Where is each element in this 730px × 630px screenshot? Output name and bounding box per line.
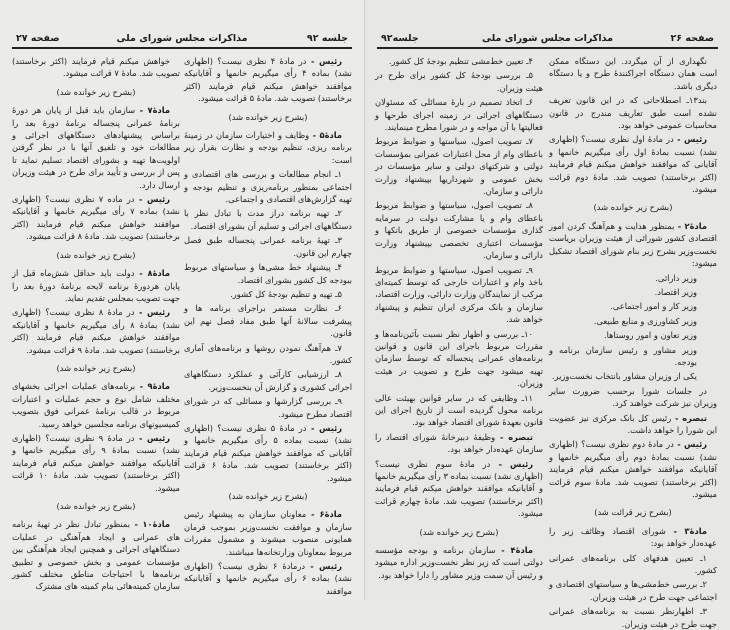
text-column-right bbox=[549, 55, 717, 629]
paragraph bbox=[12, 104, 180, 191]
paragraph-text: ۵ـ بررسی بودجهٔ کل کشور برای طرح در هیئت وزیران. bbox=[375, 70, 543, 93]
paragraph bbox=[184, 395, 352, 420]
paragraph-text: سازمان برنامه و بودجه مؤسسه دولتی است که زیر نظر نخست‌وزیر اداره میشود و رئیس آن سمت وزیر مشاور را دارا خواهد بود. bbox=[375, 545, 543, 580]
paragraph bbox=[375, 458, 543, 520]
paragraph bbox=[12, 267, 180, 304]
paragraph bbox=[184, 422, 352, 484]
paragraph-text: ۶ـ اتخاذ تصمیم در بارهٔ مسائلی که مسئولان دستگاههای اجرائی در زمینه اجرای طرحها و فعالیتها با آن مواجه و در شورا مطرح مینمایند. bbox=[375, 97, 543, 133]
page-header bbox=[12, 33, 352, 49]
paragraph-text: (بشرح زیر خوانده شد) bbox=[56, 501, 136, 511]
paragraph bbox=[12, 306, 180, 356]
paragraph-lead: مادهٔ۵ - bbox=[309, 130, 342, 141]
paragraph-text: ۵ـ تهیه و تنظیم بودجهٔ کل کشور. bbox=[230, 288, 342, 299]
paragraph-text: ۷ـ تصویب اصول، سیاستها و ضوابط مربوط باعطای وام از محل اعتبارات عمرانی بمؤسسات دولتی و شرکتهای دولتی و سایر مؤسسات در بخش عمومی و شهرداریها بپیشنهاد وزارت دارائی و سازمان. bbox=[375, 136, 543, 197]
paragraph-text: وظیفهٔ دبیرخانهٔ شورای اقتصاد را سازمان عهده‌دار خواهد بود. bbox=[375, 431, 543, 455]
paragraph-text: ۳ـ اظهارنظر نسبت به برنامه‌های عمرانی جهت طرح در هیئت وزیران. bbox=[549, 606, 717, 629]
paragraph-lead: مادهٔ۷ - bbox=[135, 105, 170, 116]
text-column-left bbox=[12, 55, 181, 592]
paragraph bbox=[549, 329, 717, 341]
paragraph-text: (بشرح زیر خوانده شد) bbox=[593, 202, 673, 213]
paragraph-text: در جلسات شورا برحسب ضرورت سایر وزیران نیز شرکت خواهند کرد. bbox=[549, 385, 717, 409]
paragraph-text: در مادهٔ ۹ نظری نیست؟ (اظهاری نشد) نسبت بمادهٔ ۹ رأی میگیریم خانمها و آقایانیکه موافقند خواهش میکنم قیام فرمایند (اکثر برخاستند) تصویب شد. مادهٔ ۱۰ قرائت میشود. bbox=[12, 432, 181, 493]
paragraph-text: در مادهٔ سوم نظری نیست؟ (اظهاری نشد) نسبت بماده ۳ رأی میگیریم خانمها و آقایانیکه موافقند خواهش میکنم قیام فرمایند (اکثر برخاستند) تصویب شد. مادهٔ چهارم قرائت میشود. bbox=[375, 458, 543, 519]
paragraph-text: در ماده ۷ نظری نیست؟ (اظهاری نشد) بماده ۷ رأی میگیریم خانمها و آقایانیکه موافقند خواهش میکنم قیام فرمایند (اکثر برخاستند) تصویب شد. مادهٔ ۸ قرائت میشود. bbox=[12, 194, 180, 242]
paragraph-text: یکی از وزیران مشاور بانتخاب نخست‌وزیر. bbox=[551, 371, 697, 382]
paragraph bbox=[549, 286, 717, 298]
paragraph-lead: مادهٔ۱۰ - bbox=[130, 519, 170, 530]
publication-title: مذاکرات مجلس شورای ملی bbox=[482, 33, 613, 44]
paragraph bbox=[184, 261, 352, 286]
paragraph-text: بمنظور هدایت و هم‌آهنگ کردن امور اقتصادی کشور شورائی از هیئت وزیران بریاست نخست‌وزیر بشرح زیر بنام شورای اقتصاد تشکیل میشود: bbox=[549, 220, 717, 269]
paragraph-text: ۹ـ بررسی گزارشها و مسائلی که در شورای اقتصاد مطرح میشود. bbox=[184, 396, 352, 419]
paragraph-text: در مادهٔ ۴ نظری نیست؟ (اظهاری نشد) بماده ۴ رأی میگیریم خانمها و آقایانیکه موافقند خواهش میکنم قیام فرمایند (اکثر برخاستند) تصویب شد. مادهٔ ۵ قرائت میشود. bbox=[184, 56, 352, 104]
paragraph bbox=[549, 55, 717, 92]
paragraph-lead: رئیس - bbox=[306, 422, 342, 433]
paragraph-text: در مادهٔ ۵ نظری نیست؟ (اظهاری نشد) نسبت بماده ۵ رأی میگیریم خانمها و آقایانی که موافقند خواهش میکنم قیام فرمایند (اکثر برخاستند) تصویب شد. مادهٔ ۶ قرائت میشود. bbox=[184, 422, 352, 483]
paragraph-lead: تبصره - bbox=[495, 431, 533, 442]
paragraph-lead: مادهٔ۳ - bbox=[665, 525, 707, 536]
paragraph bbox=[12, 432, 180, 494]
paragraph-text: (بشرح زیر خوانده شد) bbox=[56, 86, 136, 97]
paragraph-lead: رئیس - bbox=[305, 561, 342, 572]
paragraph bbox=[184, 168, 352, 205]
paragraph-lead: رئیس - bbox=[673, 134, 707, 145]
paragraph bbox=[549, 412, 717, 437]
paragraph-text: ۲ـ بررسی خط‌مشی‌ها و سیاستهای اقتصادی و اجتماعی جهت طرح در هیئت وزیران. bbox=[549, 579, 717, 602]
paragraph-text: برنامه‌های عملیات اجرائی بخشهای مختلف شامل نوع و حجم عملیات و اعتبارات مربوط در قالب برنامهٔ عمرانی فوق بتصویب کمیسیونهای برنامه مجلسین خواهد رسید. bbox=[12, 381, 180, 429]
paragraph-text: در مادهٔ دوم نظری نیست؟ (اظهاری نشد) نسبت بمادهٔ دوم رأی میگیریم خانمها و آقایانیکه موافقند خواهش میکنم قیام فرمایند (اکثر برخاستند) تصویب شد. مادهٔ سوم قرائت میشود. bbox=[549, 439, 717, 499]
paragraph bbox=[549, 438, 717, 500]
paragraph-text: (بشرح زیر قرائت شد) bbox=[594, 507, 672, 518]
paragraph-text: معاونان سازمان به پیشنهاد رئیس سازمان و موافقت نخست‌وزیر بموجب فرمان همایونی منصوب میشوند و مشمول مقررات مربوط بمعاونان وزارتخانه‌ها میباشند. bbox=[184, 509, 352, 557]
paragraph bbox=[549, 300, 717, 312]
paragraph bbox=[549, 605, 717, 630]
reading-note bbox=[12, 362, 180, 374]
paragraph-lead: رئیس - bbox=[134, 432, 170, 443]
paragraph-text: بمنظور تبادل نظر در تهیهٔ برنامه های عمرانی و ایجاد هم‌آهنگی در عملیات دستگاههای اجرائی و همچنین ایجاد هم‌آهنگی بین مؤسسات عمومی و بخش خصوصی و تطبیق برنامه‌ها با احتیاجات مناطق مختلف کشور سازمان کمیته‌هائی بنام کمیته های مشترک bbox=[12, 519, 180, 592]
paragraph-text: ۷ـ هم‌آهنگ نمودن روشها و برنامه‌های آماری کشور. bbox=[184, 342, 352, 365]
paragraph-text: وزیر اقتصاد. bbox=[654, 286, 697, 297]
paragraph-text: ۶ـ نظارت مستمر براجرای برنامه ها و پیشرفت سالانهٔ آنها طبق مفاد فصل نهم این قانون. bbox=[184, 303, 352, 339]
reading-note bbox=[12, 500, 180, 512]
paragraph-text: ۲ـ تهیه برنامه دراز مدت با تبادل نظر با دستگاههای اجرائی و تسلیم آن بشورای اقتصاد. bbox=[184, 208, 352, 231]
paragraph bbox=[549, 272, 717, 284]
paragraph bbox=[375, 431, 543, 456]
paragraph bbox=[549, 94, 717, 131]
paragraph-lead: تبصره - bbox=[671, 412, 707, 423]
paragraph bbox=[184, 234, 352, 259]
paragraph bbox=[549, 525, 717, 550]
paragraph-lead: مادهٔ۲ - bbox=[674, 220, 707, 231]
paragraph-lead: مادهٔ۸ - bbox=[134, 268, 170, 279]
paragraph bbox=[375, 328, 543, 390]
paragraph bbox=[184, 342, 352, 367]
paragraph-lead: مادهٔ۶ - bbox=[306, 509, 342, 520]
paragraph-text: ۸ـ ارزشیابی کارآئی و عملکرد دستگاههای اجرائی کشوری و گزارش آن بنخست‌وزیر. bbox=[184, 369, 352, 392]
reading-note bbox=[184, 111, 352, 123]
paragraph-text: رئیس کل بانک مرکزی نیز عضویت این شورا را خواهد داشت. bbox=[549, 412, 717, 435]
paragraph-text: ۱ـ تعیین هدفهای کلی برنامه‌های عمرانی کشور. bbox=[549, 552, 717, 576]
paragraph bbox=[549, 578, 717, 603]
paragraph bbox=[184, 55, 352, 105]
paragraph bbox=[184, 560, 352, 597]
reading-note bbox=[375, 526, 543, 538]
paragraph bbox=[549, 344, 717, 369]
paragraph-text: ۳ـ تهیهٔ برنامه عمرانی پنجساله طبق فصل چهارم این قانون. bbox=[184, 235, 352, 258]
paragraph bbox=[184, 508, 352, 558]
paragraph bbox=[549, 385, 717, 410]
paragraph bbox=[549, 220, 717, 270]
paragraph-lead: رئیس - bbox=[306, 56, 342, 66]
paragraph-text: در مادهٔ ۸ نظری نیست؟ (اظهاری نشد) بمادهٔ ۸ رأی میگیریم خانمها و آقایانیکه موافقند خواهش میکنم قیام فرمایند (اکثر برخاستند) تصویب شد. مادهٔ ۹ قرائت میشود. bbox=[12, 307, 180, 355]
paragraph-lead: رئیس - bbox=[134, 307, 170, 318]
paragraph-text: (بشرح زیر خوانده شد) bbox=[56, 362, 136, 373]
paragraph-text: (بشرح زیر خوانده شد) bbox=[228, 111, 308, 122]
paragraph-lead: رئیس - bbox=[134, 194, 170, 205]
text-column-left bbox=[375, 55, 543, 585]
paragraph bbox=[375, 55, 543, 67]
paragraph-lead: رئیس - bbox=[673, 439, 707, 450]
paragraph bbox=[12, 380, 180, 430]
paragraph-text: بند۱۳ـ اصطلاحاتی که در این قانون تعریف نشده است طبق تعاریف مندرج در قانون محاسبات عمومی خواهد بود. bbox=[549, 95, 717, 131]
paragraph-text: ۱ـ انجام مطالعات و بررسی های اقتصادی و اجتماعی بمنظور برنامه‌ریزی و تنظیم بودجه و تهیه گزارش‌های اقتصادی و اجتماعی. bbox=[184, 169, 352, 205]
paragraph bbox=[12, 55, 180, 80]
reading-note bbox=[184, 490, 352, 502]
paragraph-text: وزیر مشاور و رئیس سازمان برنامه و بودجه. bbox=[549, 344, 697, 367]
paragraph bbox=[184, 129, 352, 166]
paragraph-text: وزیر تعاون و امور روستاها. bbox=[604, 330, 697, 341]
paragraph-lead: رئیس - bbox=[490, 458, 533, 469]
reading-note bbox=[12, 86, 180, 98]
paragraph bbox=[184, 207, 352, 232]
paragraph-text: (بشرح زیر خوانده شد) bbox=[228, 491, 308, 501]
paragraph-text: ۱۰ـ بررسی و اظهار نظر نسبت بآئین‌نامه‌ها و مقررات مربوط باجرای این قانون و قوانین برنامه‌های عمرانی پنجساله که توسط سازمان تهیه میشود جهت طرح و تصویب در هیئت وزیران. bbox=[375, 328, 543, 389]
paragraph bbox=[549, 370, 717, 382]
page-header bbox=[377, 33, 718, 49]
paragraph-text: ۴ـ پیشنهاد خط مشی‌ها و سیاستهای مربوط ببودجه کل کشور بشورای اقتصاد. bbox=[184, 262, 352, 285]
page-26 bbox=[364, 0, 730, 629]
publication-title: مذاکرات مجلس شورای ملی bbox=[116, 33, 248, 44]
paragraph bbox=[375, 96, 543, 133]
paragraph-lead: مادهٔ۴ - bbox=[495, 545, 533, 556]
paragraph-text: نگهداری از آن میگردد. این دستگاه ممکن است همان دستگاه اجراکنندهٔ طرح و یا دستگاه دیگری باشد. bbox=[549, 56, 717, 91]
paragraph-text: ۹ـ تصویب اصول، سیاستها و ضوابط مربوط باخذ وام و اعتبارات خارجی که توسط کمیته‌ای مرکب از نمایندگان وزارت دارائی، وزارت اقتصاد، سازمان و بانک مرکزی ایران تنظیم و پیشنهاد خواهد شد. bbox=[375, 264, 543, 325]
page-27 bbox=[0, 0, 364, 600]
paragraph-text: وزیر دارائی. bbox=[655, 272, 697, 283]
paragraph-text: سازمان باید قبل از پایان هر دورهٔ برنامهٔ عمرانی پنجساله برنامهٔ دورهٔ بعد را براساس پیشنهادهای دستگاههای اجرائی و مطالعات خود و تلفیق آنها با در نظر گرفتن اولویت‌ها تهیه و بشورای اقتصاد تسلیم نماید تا پس از بررسی و تأیید برای طرح در هیئت وزیران ارسال دارد. bbox=[12, 105, 180, 190]
paragraph bbox=[375, 264, 543, 326]
paragraph-text: در مادهٔ اول نظری نیست؟ (اظهاری نشد) نسبت بمادهٔ اول رأی میگیریم خانمها و آقایانی که موافقند خواهش میکنم قیام فرمایند (اکثر برخاستند) تصویب شد. مادهٔ دوم قرائت میشود. bbox=[549, 134, 717, 195]
paragraph-text: ۴ـ تعیین خط‌مشی تنظیم بودجهٔ کل کشور. bbox=[388, 56, 533, 66]
paragraph-text: وظایف و اختیارات سازمان در زمینهٔ برنامه ریزی، تنظیم بودجه و نظارت بقرار زیر است: bbox=[184, 130, 352, 165]
paragraph-text: دولت باید حداقل شش‌ماه قبل از پایان هردورهٔ برنامه لایحه برنامهٔ دورهٔ بعد را جهت تصویب بمجلس تقدیم نماید. bbox=[12, 268, 180, 303]
paragraph bbox=[549, 315, 717, 327]
paragraph-text: ۱۱ـ وظایفی که در سایر قوانین بهیئت عالی برنامه محول گردیده است از تاریخ اجرای این قانون بعهدهٔ شورای اقتصاد خواهد بود. bbox=[375, 392, 543, 428]
paragraph bbox=[12, 518, 180, 592]
paragraph bbox=[375, 135, 543, 197]
reading-note bbox=[549, 201, 717, 213]
paragraph-lead: مادهٔ۹ - bbox=[135, 381, 170, 392]
paragraph-text: وزیر کشاورزی و منابع طبیعی. bbox=[593, 315, 697, 326]
paragraph-text: خواهش میکنم قیام فرمایند (اکثر برخاستند) تصویب شد. مادهٔ ۷ قرائت میشود. bbox=[12, 56, 180, 79]
session-number: جلسه ۹۲ bbox=[306, 33, 348, 44]
paragraph bbox=[184, 288, 352, 300]
paragraph bbox=[375, 392, 543, 429]
reading-note bbox=[549, 506, 717, 518]
paragraph-text: وزیر کار و امور اجتماعی. bbox=[610, 301, 697, 312]
paragraph-text: (بشرح زیر خوانده شد) bbox=[419, 526, 499, 537]
paragraph bbox=[375, 544, 543, 581]
text-column-right bbox=[184, 55, 352, 596]
reading-note bbox=[12, 249, 180, 261]
paragraph bbox=[375, 69, 543, 94]
paragraph-text: (بشرح زیر خوانده شد) bbox=[56, 249, 136, 260]
session-number: جلسه۹۲ bbox=[381, 33, 419, 44]
paragraph bbox=[375, 199, 543, 261]
paragraph-text: ۸ـ تصویب اصول، سیاستها و ضوابط مربوط باعطای وام و یا مشارکت دولت در سرمایه گذاری مؤسسات خصوصی از طریق بانکها و مؤسسات اعتباری تخصصی بپیشنهاد وزارت دارائی و سازمان. bbox=[375, 200, 543, 261]
page-number: صفحه ۲۷ bbox=[16, 33, 60, 44]
paragraph bbox=[184, 302, 352, 339]
page-number: صفحه ۲۶ bbox=[670, 33, 714, 44]
paragraph bbox=[549, 552, 717, 577]
paragraph-text: درمادهٔ ۶ نظری نیست؟ (اظهاری نشد) بماده ۶ رأی میگیریم خانمها و آقایانیکه موافقند bbox=[184, 561, 352, 596]
paragraph bbox=[184, 368, 352, 393]
paragraph bbox=[549, 133, 717, 195]
paragraph bbox=[12, 193, 180, 243]
paragraph-text: شورای اقتصاد وظائف زیر را عهده‌دار خواهد بود: bbox=[549, 525, 717, 549]
